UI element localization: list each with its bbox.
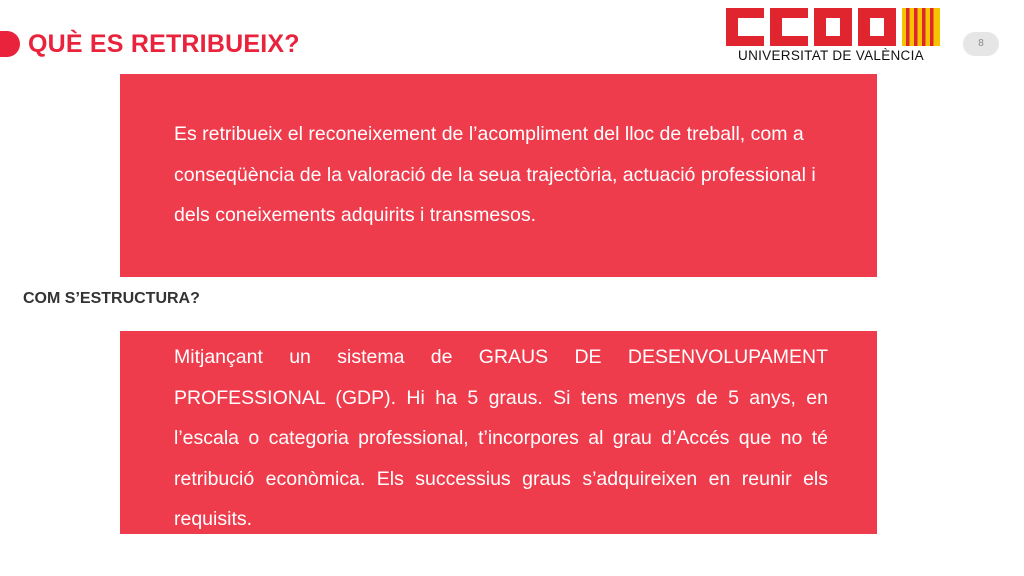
- structure-box: [120, 331, 877, 534]
- structure-text: Mitjançant un sistema de GRAUS DE DESENVOLUPAMENT PROFESSIONAL (GDP). Hi ha 5 graus. Si tens menys de 5 anys, en l’escala o categoria professional, t’incorpores al grau d’Accés que no té retribució econòmica. Els successius graus s’adquireixen en reunir els requisits.: [174, 346, 828, 530]
- slide-title: QUÈ ES RETRIBUEIX?: [28, 30, 300, 58]
- definition-box: [120, 74, 877, 277]
- logo-caption: UNIVERSITAT DE VALÈNCIA: [738, 48, 924, 63]
- section-heading: COM S’ESTRUCTURA?: [23, 290, 200, 307]
- ccoo-wordmark-icon: [722, 6, 940, 48]
- page-number-badge: 8: [963, 32, 999, 56]
- ccoo-logo: [722, 6, 940, 66]
- title-accent-bar: [0, 31, 20, 57]
- definition-text: Es retribueix el reconeixement de l’acompliment del lloc de treball, com a conseqüència de la valoració de la seua trajectòria, actuació professional i dels coneixements adquirits i transmesos.: [174, 123, 816, 226]
